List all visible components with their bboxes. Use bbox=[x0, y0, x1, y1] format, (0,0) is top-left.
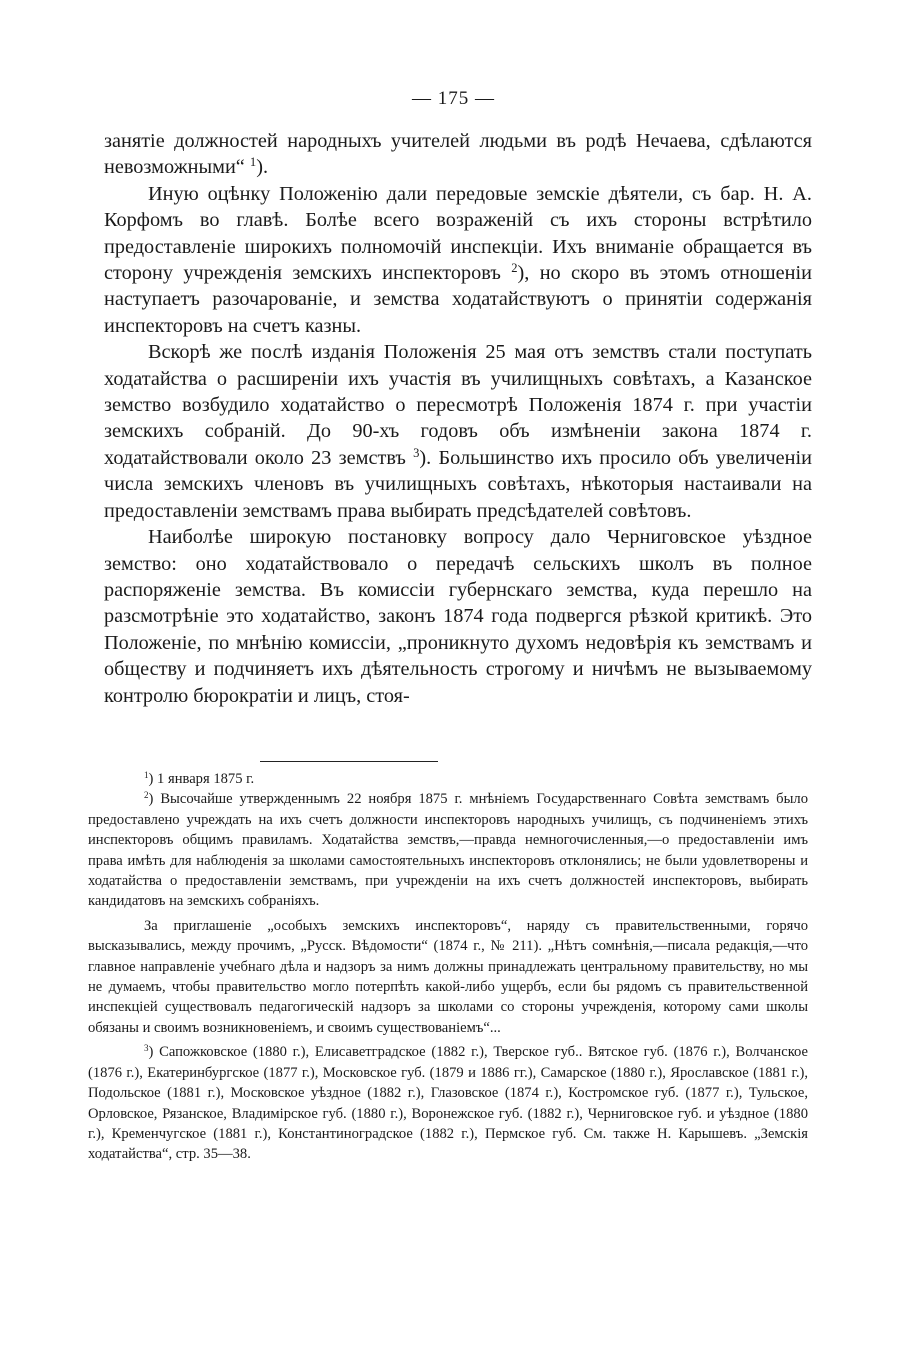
footnote-3 bbox=[88, 1042, 808, 1164]
main-text bbox=[104, 128, 812, 709]
footnote-1-mark: 1 bbox=[144, 770, 149, 781]
footnotes bbox=[88, 769, 808, 1165]
paragraph-1 bbox=[104, 128, 812, 181]
footnote-2-mark: 2 bbox=[144, 790, 149, 801]
footnote-2-continuation: За приглашеніе „особыхъ земскихъ инспекторовъ“, наряду съ правительственными, горячо высказывались, между прочимъ, „Русск. Вѣдомости“ (1874 г., № 211). „Нѣтъ сомнѣнія,—писала редакція,—что главное направленіе учебнаго дѣла и надзоръ за нимъ должны принадлежать центральному правительству, но мы не думаемъ, чтобы правительство могло потерпѣть какой-либо ущербъ, если бы рядомъ съ правительственной инспекціей существовалъ педагогическій надзоръ за школами со стороны учрежденія, которому сами школы обязаны и своимъ возникновеніемъ, и своимъ существованіемъ“... bbox=[88, 917, 808, 1036]
footnote-1 bbox=[88, 769, 808, 789]
paragraph-1-text: занятіе должностей народныхъ учителей людьми въ родѣ Нечаева, сдѣлаются невозможными“ bbox=[104, 130, 812, 179]
footnote-2-text: ) Высочайше утвержденнымъ 22 ноября 1875 г. мнѣніемъ Государственнаго Совѣта земствамъ было предоставлено учреждать на ихъ счетъ должности инспекторовъ народныхъ училищъ, съ подчиненіемъ этихъ инспекторовъ общимъ правиламъ. Ходатайства земствъ,—правда немногочисленныя,—о предоставленіи имъ права имѣть для наблюденія за школами самостоятельныхъ инспекторовъ отклонялись; не были удовлетворены и ходатайства о предоставленіи земствамъ, при учрежденіи на ихъ счетъ должностей инспекторовъ, выбирать кандидатовъ на земскихъ собраніяхъ. bbox=[88, 791, 808, 910]
paragraph-2-text-a: Иную оцѣнку Положенію дали передовые земскіе дѣятели, съ бар. Н. А. Корфомъ во главѣ. Болѣе всего возраженій съ ихъ стороны встрѣтило предоставленіе широкихъ полномочій инспекціи. Ихъ вниманіе обращается въ сторону учрежденія земскихъ инспекторовъ bbox=[104, 182, 812, 285]
paragraph-2 bbox=[104, 181, 812, 339]
page-number: — 175 — bbox=[412, 88, 495, 109]
paragraph-4: Наиболѣе широкую постановку вопросу дало Черниговское уѣздное земство: оно ходатайствовало о передачѣ сельскихъ школъ въ полное распоряженіе земства. Въ комиссіи губернскаго земства, куда перешло на разсмотрѣніе это ходатайство, законъ 1874 года подвергся рѣзкой критикѣ. Это Положеніе, по мнѣнію комиссіи, „проникнуто духомъ недовѣрія къ земствамъ и обществу и подчиняетъ ихъ дѣятельность строгому и ничѣмъ не вызываемому контролю бюрократіи и лицъ, стоя- bbox=[104, 526, 812, 707]
footnote-1-text: ) 1 января 1875 г. bbox=[148, 771, 255, 787]
paragraph-1-tail: ). bbox=[256, 156, 269, 179]
footnote-3-mark: 3 bbox=[144, 1043, 149, 1054]
footnote-ref-1: 1 bbox=[249, 155, 257, 170]
footnote-divider bbox=[260, 761, 438, 762]
footnote-2 bbox=[88, 789, 808, 911]
footnote-3-text: ) Сапожковское (1880 г.), Елисаветградское (1882 г.), Тверское губ.. Вятское губ. (1876 г.), Волчанское (1876 г.), Екатеринбургское (1877 г.), Московское губ. (1879 и 1886 гг.), Самарское (1880 г.), Ярославское (1881 г.), Подольское (1881 г.), Московское уѣздное (1882 г.), Глазовское (1874 г.), Костромское губ. (1877 г.), Тульское, Орловское, Рязанское, Владимірское губ. (1880 г.), Воронежское губ. (1882 г.), Черниговское губ. и уѣздное (1880 г.), Кременчугское (1881 г.), Константиноградское (1882 г.), Пермское губ. См. также Н. Карышевъ. „Земскія ходатайства“, стр. 35—38. bbox=[88, 1044, 808, 1163]
paragraph-3-text-b: ). Большинство ихъ просило объ увеличеніи числа земскихъ членовъ въ училищныхъ совѣтахъ, нѣкоторыя настаивали на предоставленіи земствамъ права выбирать предсѣдателей совѣтовъ. bbox=[104, 446, 812, 522]
footnote-ref-2: 2 bbox=[511, 261, 518, 276]
footnote-ref-3: 3 bbox=[413, 445, 420, 460]
paragraph-3-text-a: Вскорѣ же послѣ изданія Положенія 25 мая отъ земствъ стали поступать ходатайства о расширеніи ихъ участія въ училищныхъ совѣтахъ, а Казанское земство возбудило ходатайство о пересмотрѣ Положенія 1874 г. при участіи земскихъ собраній. До 90-хъ годовъ объ измѣненіи закона 1874 г. ходатайствовали около 23 земствъ bbox=[104, 341, 812, 469]
paragraph-3 bbox=[104, 339, 812, 524]
paragraph-2-text-b: ), но скоро въ этомъ отношеніи наступаетъ разочарованіе, и земства ходатайствуютъ о принятіи содержанія инспекторовъ на счетъ казны. bbox=[104, 262, 812, 337]
